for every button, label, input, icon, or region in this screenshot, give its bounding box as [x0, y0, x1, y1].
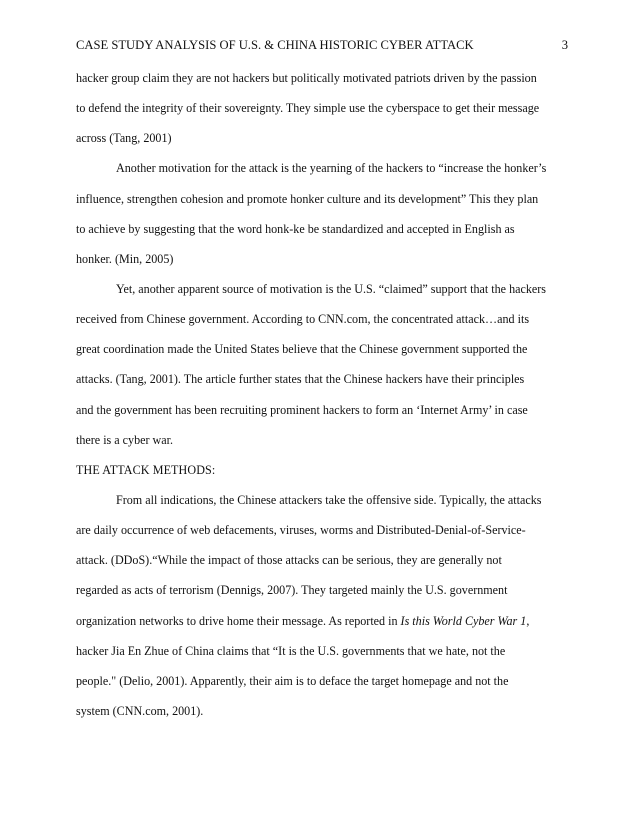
text-line-with-italic — [76, 612, 568, 642]
paragraph-first-line: Yet, another apparent source of motivation is the U.S. “claimed” support that the hackers — [116, 281, 546, 296]
text-line: honker. (Min, 2005) — [76, 251, 174, 266]
text-line: attacks. (Tang, 2001). The article further states that the Chinese hackers have their principles — [76, 372, 525, 387]
text-line: hacker Jia En Zhue of China claims that “It is the U.S. governments that we hate, not the — [76, 643, 506, 658]
text-line: regarded as acts of terrorism (Dennigs, 2007). They targeted mainly the U.S. government — [76, 583, 508, 598]
body-text — [76, 69, 568, 732]
text-line: to achieve by suggesting that the word honk-ke be standardized and accepted in English as — [76, 221, 515, 236]
text-line: received from Chinese government. According to CNN.com, the concentrated attack…and its — [76, 312, 530, 327]
text-line: to defend the integrity of their sovereignty. They simple use the cyberspace to get their message — [76, 101, 540, 116]
text-line: are daily occurrence of web defacements, viruses, worms and Distributed-Denial-of-Service- — [76, 523, 526, 538]
paragraph-first-line: From all indications, the Chinese attackers take the offensive side. Typically, the attacks — [116, 492, 542, 507]
running-head: CASE STUDY ANALYSIS OF U.S. & CHINA HISTORIC CYBER ATTACK — [76, 38, 474, 52]
page-header — [76, 36, 568, 54]
text-line: and the government has been recruiting prominent hackers to form an ‘Internet Army’ in case — [76, 402, 528, 417]
text-line: across (Tang, 2001) — [76, 131, 172, 146]
section-heading: THE ATTACK METHODS: — [76, 462, 216, 477]
text-line: there is a cyber war. — [76, 432, 174, 447]
text-line: great coordination made the United States believe that the Chinese government supported the — [76, 342, 528, 357]
text-line: hacker group claim they are not hackers but politically motivated patriots driven by the passion — [76, 71, 537, 85]
paragraph-first-line: Another motivation for the attack is the yearning of the hackers to “increase the honker’s — [116, 161, 547, 176]
page-number: 3 — [561, 38, 568, 52]
text-segment: , — [526, 613, 530, 628]
text-line: system (CNN.com, 2001). — [76, 703, 204, 718]
text-line: attack. (DDoS).“While the impact of those attacks can be serious, they are generally not — [76, 553, 502, 568]
text-line: people." (Delio, 2001). Apparently, their aim is to deface the target homepage and not the — [76, 673, 509, 688]
italic-title: Is this World Cyber War 1 — [400, 613, 527, 628]
text-segment: organization networks to drive home their message. As reported in — [76, 613, 401, 628]
text-line: influence, strengthen cohesion and promote honker culture and its development” This they plan — [76, 191, 539, 206]
